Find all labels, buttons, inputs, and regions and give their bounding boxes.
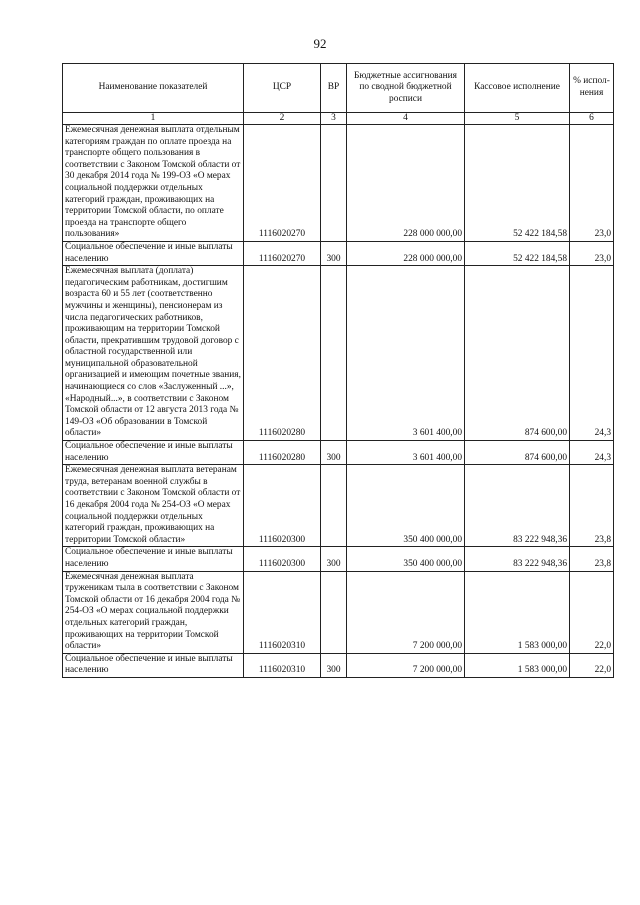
col-number: 6 <box>570 113 614 125</box>
cell-budget: 7 200 000,00 <box>347 653 465 677</box>
cell-csr: 1116020310 <box>244 653 321 677</box>
cell-budget: 350 400 000,00 <box>347 465 465 547</box>
cell-name: Социальное обеспечение и иные выплаты населению <box>63 441 244 465</box>
table-row <box>63 125 614 242</box>
header-vr: ВР <box>321 64 347 113</box>
cell-name: Ежемесячная денежная выплата труженикам тыла в соответствии с Законом Томской области от 16 декабря 2004 года № 254-ОЗ «О мерах социальной поддержки отдельных категорий граждан, проживающих на территории Томской области» <box>63 571 244 653</box>
cell-cash: 52 422 184,58 <box>465 241 570 265</box>
cell-vr <box>321 125 347 242</box>
table-row <box>63 571 614 653</box>
cell-budget: 7 200 000,00 <box>347 571 465 653</box>
cell-vr <box>321 465 347 547</box>
cell-csr: 1116020270 <box>244 241 321 265</box>
cell-name: Ежемесячная денежная выплата ветеранам труда, ветеранам военной службы в соответствии с Законом Томской области от 16 декабря 2004 года № 254-ОЗ «О мерах социальной поддержки отдельных категорий граждан, проживающих на территории Томской области» <box>63 465 244 547</box>
cell-cash: 83 222 948,36 <box>465 465 570 547</box>
column-numbers-row <box>63 113 614 125</box>
cell-csr: 1116020270 <box>244 125 321 242</box>
cell-vr <box>321 571 347 653</box>
header-pct: % испол-нения <box>570 64 614 113</box>
cell-budget: 228 000 000,00 <box>347 125 465 242</box>
cell-budget: 228 000 000,00 <box>347 241 465 265</box>
cell-name: Социальное обеспечение и иные выплаты населению <box>63 241 244 265</box>
cell-csr: 1116020300 <box>244 547 321 571</box>
cell-pct: 23,8 <box>570 547 614 571</box>
cell-csr: 1116020280 <box>244 266 321 441</box>
table-row <box>63 465 614 547</box>
col-number: 1 <box>63 113 244 125</box>
cell-budget: 350 400 000,00 <box>347 547 465 571</box>
col-number: 3 <box>321 113 347 125</box>
cell-vr <box>321 266 347 441</box>
page-number: 92 <box>313 36 327 51</box>
table-row <box>63 653 614 677</box>
table-row <box>63 547 614 571</box>
cell-pct: 22,0 <box>570 653 614 677</box>
cell-name: Социальное обеспечение и иные выплаты населению <box>63 653 244 677</box>
cell-name: Ежемесячная денежная выплата отдельным категориям граждан по оплате проезда на транспорте общего пользования в соответствии с Законом Томской области от 30 декабря 2014 года № 199-ОЗ «О мерах социальной поддержки отдельных категорий граждан, проживающих на территории Томской области, по оплате проезда на транспорте общего пользования» <box>63 125 244 242</box>
header-budget: Бюджетные ассигнования по сводной бюджетной росписи <box>347 64 465 113</box>
cell-pct: 23,0 <box>570 241 614 265</box>
cell-pct: 24,3 <box>570 266 614 441</box>
col-number: 5 <box>465 113 570 125</box>
col-number: 4 <box>347 113 465 125</box>
cell-cash: 52 422 184,58 <box>465 125 570 242</box>
cell-vr: 300 <box>321 441 347 465</box>
cell-cash: 83 222 948,36 <box>465 547 570 571</box>
table-row <box>63 266 614 441</box>
cell-name: Социальное обеспечение и иные выплаты населению <box>63 547 244 571</box>
header-name: Наименование показателей <box>63 64 244 113</box>
cell-pct: 23,8 <box>570 465 614 547</box>
table-row <box>63 441 614 465</box>
cell-cash: 874 600,00 <box>465 441 570 465</box>
cell-csr: 1116020300 <box>244 465 321 547</box>
cell-pct: 23,0 <box>570 125 614 242</box>
cell-name: Ежемесячная выплата (доплата) педагогическим работникам, достигшим возраста 60 и 55 лет (соответственно мужчины и женщины), пенсионерам из числа педагогических работников, проживающим на территории Томской области, прекратившим трудовой договор с областной государственной или муниципальной образовательной организацией и имеющим почетные звания, начинающиеся со слов «Заслуженный ...», «Народный...», в соответствии с Законом Томской области от 12 августа 2013 года № 149-ОЗ «Об образовании в Томской области» <box>63 266 244 441</box>
budget-execution-table <box>62 63 614 678</box>
cell-budget: 3 601 400,00 <box>347 441 465 465</box>
cell-pct: 22,0 <box>570 571 614 653</box>
cell-cash: 874 600,00 <box>465 266 570 441</box>
cell-cash: 1 583 000,00 <box>465 653 570 677</box>
cell-cash: 1 583 000,00 <box>465 571 570 653</box>
header-row <box>63 64 614 113</box>
table-row <box>63 241 614 265</box>
header-cash: Кассовое исполнение <box>465 64 570 113</box>
cell-csr: 1116020310 <box>244 571 321 653</box>
cell-vr: 300 <box>321 547 347 571</box>
cell-csr: 1116020280 <box>244 441 321 465</box>
cell-vr: 300 <box>321 241 347 265</box>
col-number: 2 <box>244 113 321 125</box>
cell-pct: 24,3 <box>570 441 614 465</box>
cell-budget: 3 601 400,00 <box>347 266 465 441</box>
header-csr: ЦСР <box>244 64 321 113</box>
cell-vr: 300 <box>321 653 347 677</box>
